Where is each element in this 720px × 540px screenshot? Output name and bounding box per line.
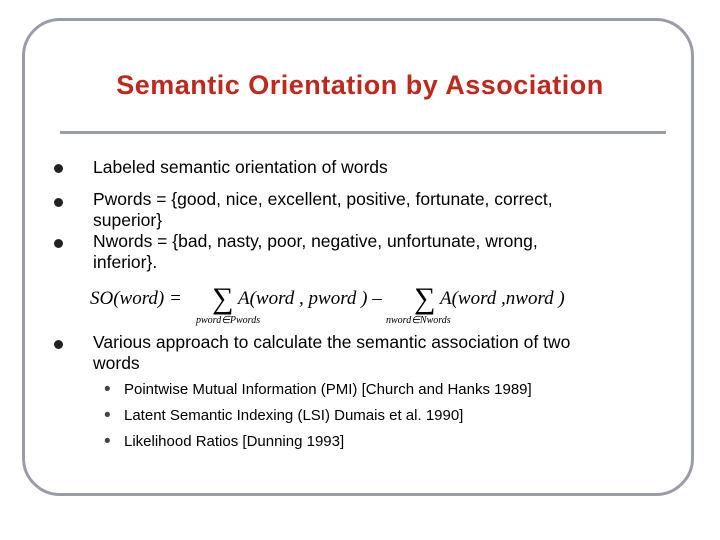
bullet-dot [54,164,63,173]
title-divider [60,131,666,134]
sub-bullet-dot: • [104,379,111,400]
bullet-item [93,157,653,178]
sub-bullet-item: Latent Semantic Indexing (LSI) Dumais et al. 1990] [124,407,464,424]
formula-term-1: A(word , pword ) – [238,288,382,309]
bullet-line: Various approach to calculate the semantic association of two [93,332,571,352]
formula-lhs: SO(word) = [90,288,182,309]
sub-bullet-dot: • [104,405,111,426]
formula-sub-1: pword∈Pwords [196,315,261,326]
bullet-line: superior} [93,210,163,230]
sub-bullet-item: Likelihood Ratios [Dunning 1993] [124,433,345,450]
bullet-line: inferior}. [93,252,158,272]
bullet-dot [54,239,63,248]
bullet-line: Nwords = {bad, nasty, poor, negative, unfortunate, wrong, [93,231,538,251]
so-formula [86,278,606,333]
formula-sub-2: nword∈Nwords [386,315,451,326]
sub-bullet-item: Pointwise Mutual Information (PMI) [Church and Hanks 1989] [124,381,532,398]
formula-term-2: A(word ,nword ) [440,288,565,309]
sigma-2: ∑ [414,282,436,315]
bullet-item [93,231,653,273]
bullet-line: Pwords = {good, nice, excellent, positive, fortunate, correct, [93,189,553,209]
slide-title: Semantic Orientation by Association [116,70,604,100]
formula-svg [86,278,606,328]
bullet-dot [54,198,63,207]
sub-bullet-dot: • [104,431,111,452]
bullet-line: words [93,353,140,373]
bullet-item [93,332,653,374]
bullet-dot [54,340,63,349]
bullet-line: Labeled semantic orientation of words [93,157,388,177]
sigma-1: ∑ [212,282,234,315]
bullet-item [93,189,653,231]
